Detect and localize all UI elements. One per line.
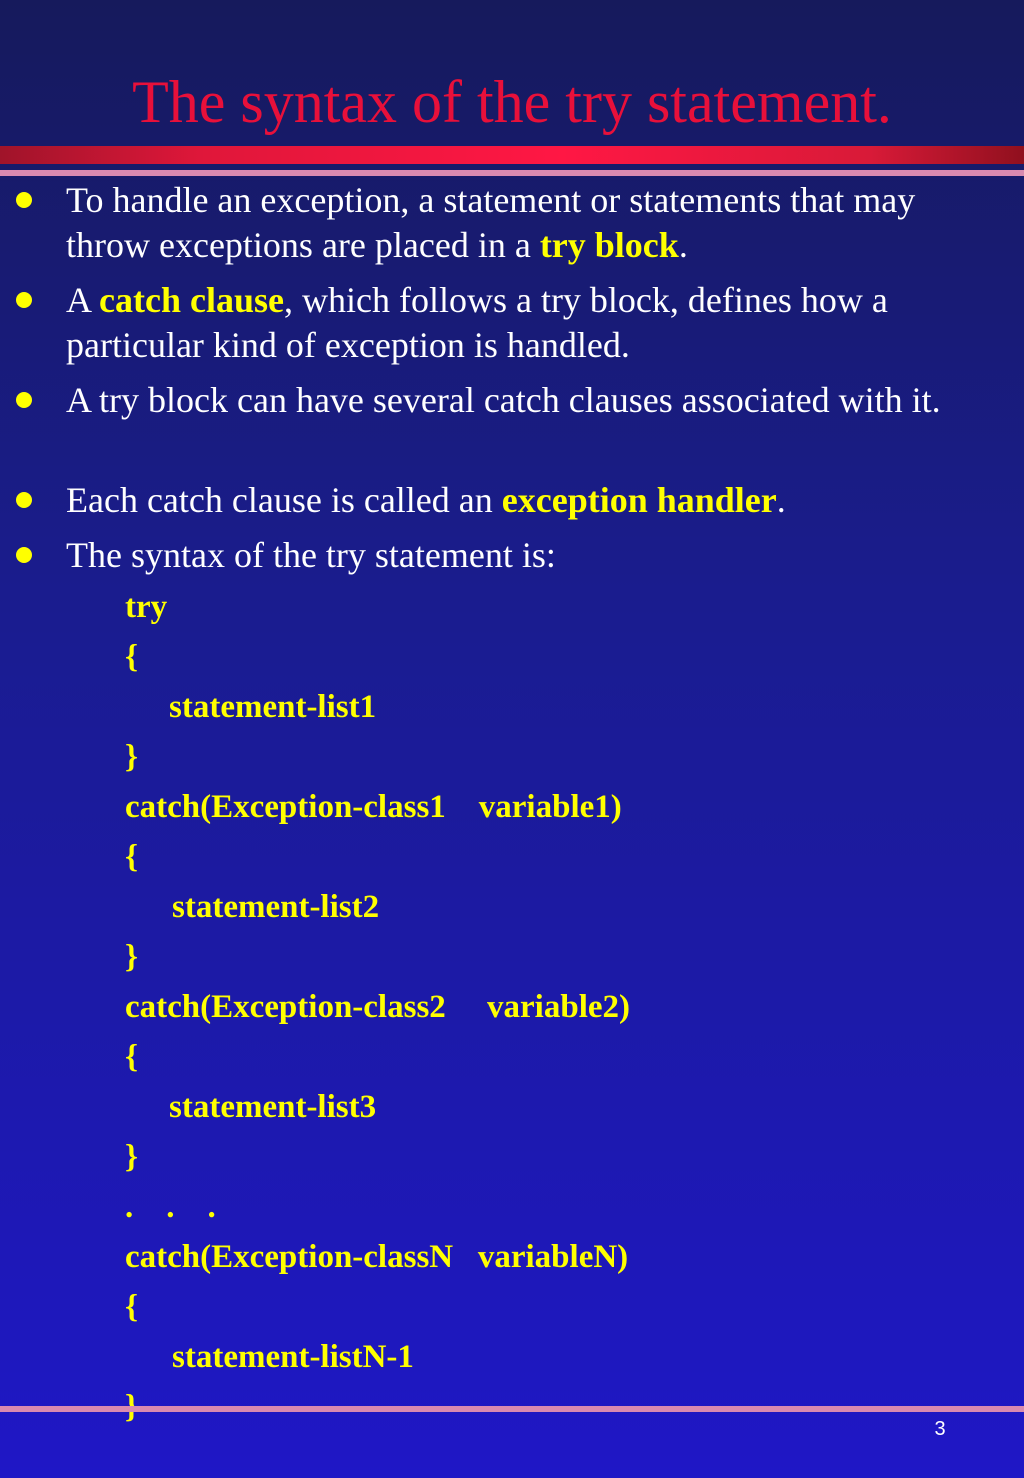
term-try-block: try block (539, 225, 679, 265)
code-line: } (125, 939, 139, 975)
code-line: } (125, 1139, 139, 1175)
title-divider-line (0, 170, 1024, 176)
code-line: { (125, 639, 139, 675)
code-line: { (125, 839, 139, 875)
code-line: { (125, 1289, 139, 1325)
bullet-text: . (776, 480, 786, 520)
bullet-dot-icon (16, 292, 32, 308)
bullet-dot-icon (16, 192, 32, 208)
code-line: } (125, 739, 139, 775)
bullet-text: . (678, 225, 688, 265)
term-exception-handler: exception handler (501, 480, 777, 520)
code-line: try (125, 589, 168, 625)
code-line: statement-list2 (172, 889, 380, 925)
bullet-item-1 (66, 178, 996, 268)
bullet-text: To handle an exception, a statement or statements that may throw exceptions are placed in a (66, 180, 916, 265)
code-line: catch(Exception-classN variableN) (125, 1239, 629, 1275)
code-line: { (125, 1039, 139, 1075)
term-catch-clause: catch clause (99, 280, 284, 320)
bullet-item-5 (66, 533, 996, 578)
title-underline-bar (0, 146, 1024, 164)
bullet-item-2 (66, 278, 996, 368)
code-line: statement-listN-1 (172, 1339, 414, 1375)
bullet-item-4 (66, 478, 996, 523)
code-line: catch(Exception-class2 variable2) (125, 989, 631, 1025)
bullet-dot-icon (16, 492, 32, 508)
slide-title: The syntax of the try statement. (132, 69, 892, 135)
bullet-text: A (66, 280, 100, 320)
bullet-item-3 (66, 378, 996, 423)
page-number: 3 (934, 1418, 946, 1440)
footer-divider-line (0, 1406, 1024, 1412)
bullet-dot-icon (16, 392, 32, 408)
code-line: catch(Exception-class1 variable1) (125, 789, 622, 825)
bullet-text: Each catch clause is called an (66, 480, 502, 520)
bullet-text: The syntax of the try statement is: (66, 535, 556, 575)
code-line: statement-list1 (169, 689, 377, 725)
code-line: statement-list3 (169, 1089, 377, 1125)
bullet-text: A try block can have several catch clauses associated with it. (66, 380, 941, 420)
code-line: . . . (125, 1189, 216, 1225)
bullet-text: , which follows a try block, defines how a particular kind of exception is handled. (66, 280, 888, 365)
bullet-dot-icon (16, 547, 32, 563)
